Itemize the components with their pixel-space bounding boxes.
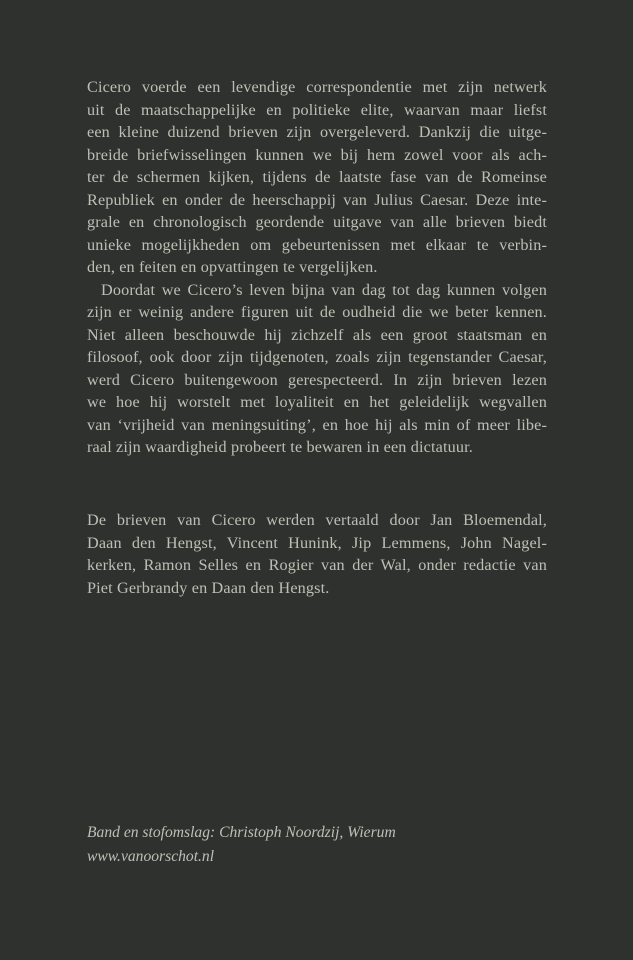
text-line: uit de maatschappelijke en politieke elite, waarvan maar liefst — [87, 100, 547, 119]
text-line: van ‘vrijheid van meningsuiting’, en hoe hij als min of meer libe- — [87, 415, 547, 434]
publisher-website: www.vanoorschot.nl — [87, 848, 215, 865]
text-line: raal zijn waardigheid probeert te bewaren in een dictatuur. — [87, 438, 473, 456]
text-line: een kleine duizend brieven zijn overgeleverd. Dankzij die uitge- — [87, 123, 547, 141]
text-line: we hoe hij worstelt met loyaliteit en het geleidelijk wegvallen — [87, 393, 547, 411]
text-line: unieke mogelijkheden om gebeurtenissen met elkaar te verbin- — [87, 235, 547, 254]
text-line: ter de schermen kijken, tijdens de laatste fase van de Romeinse — [87, 168, 547, 186]
text-line: Daan den Hengst, Vincent Hunink, Jip Lemmens, John Nagel- — [87, 533, 547, 552]
blurb-paragraph-2 — [87, 279, 547, 459]
text-line: grale en chronologisch geordende uitgave van alle brieven biedt — [87, 213, 547, 231]
cover-blurb — [87, 76, 547, 459]
blurb-paragraph-1 — [87, 76, 547, 279]
text-line: Piet Gerbrandy en Daan den Hengst. — [87, 578, 330, 597]
text-line: Republiek en onder de heerschappij van Julius Caesar. Deze inte- — [87, 190, 547, 209]
text-line: Niet alleen beschouwde hij zichzelf als een groot staatsman en — [87, 325, 547, 344]
text-line: den, en feiten en opvattingen te vergelijken. — [87, 258, 378, 276]
text-line: werd Cicero buitengewoon gerespecteerd. In zijn brieven lezen — [87, 370, 547, 389]
text-line: zijn er weinig andere figuren uit de oudheid die we beter kennen. — [87, 303, 547, 321]
text-line: filosoof, ook door zijn tijdgenoten, zoals zijn tegenstander Caesar, — [87, 348, 547, 366]
cover-design-credit: Band en stofomslag: Christoph Noordzij, Wierum — [87, 824, 396, 841]
text-line: Doordat we Cicero’s leven bijna van dag tot dag kunnen volgen — [101, 280, 547, 299]
text-line: Cicero voerde een levendige correspondentie met zijn netwerk — [87, 78, 547, 96]
text-line: kerken, Ramon Selles en Rogier van der Wal, onder redactie van — [87, 556, 547, 574]
translators-paragraph — [87, 509, 547, 599]
colophon — [87, 821, 547, 869]
text-line: breide briefwisselingen kunnen we bij hem zowel voor als ach- — [87, 145, 547, 164]
text-line: De brieven van Cicero werden vertaald door Jan Bloemendal, — [87, 511, 547, 529]
